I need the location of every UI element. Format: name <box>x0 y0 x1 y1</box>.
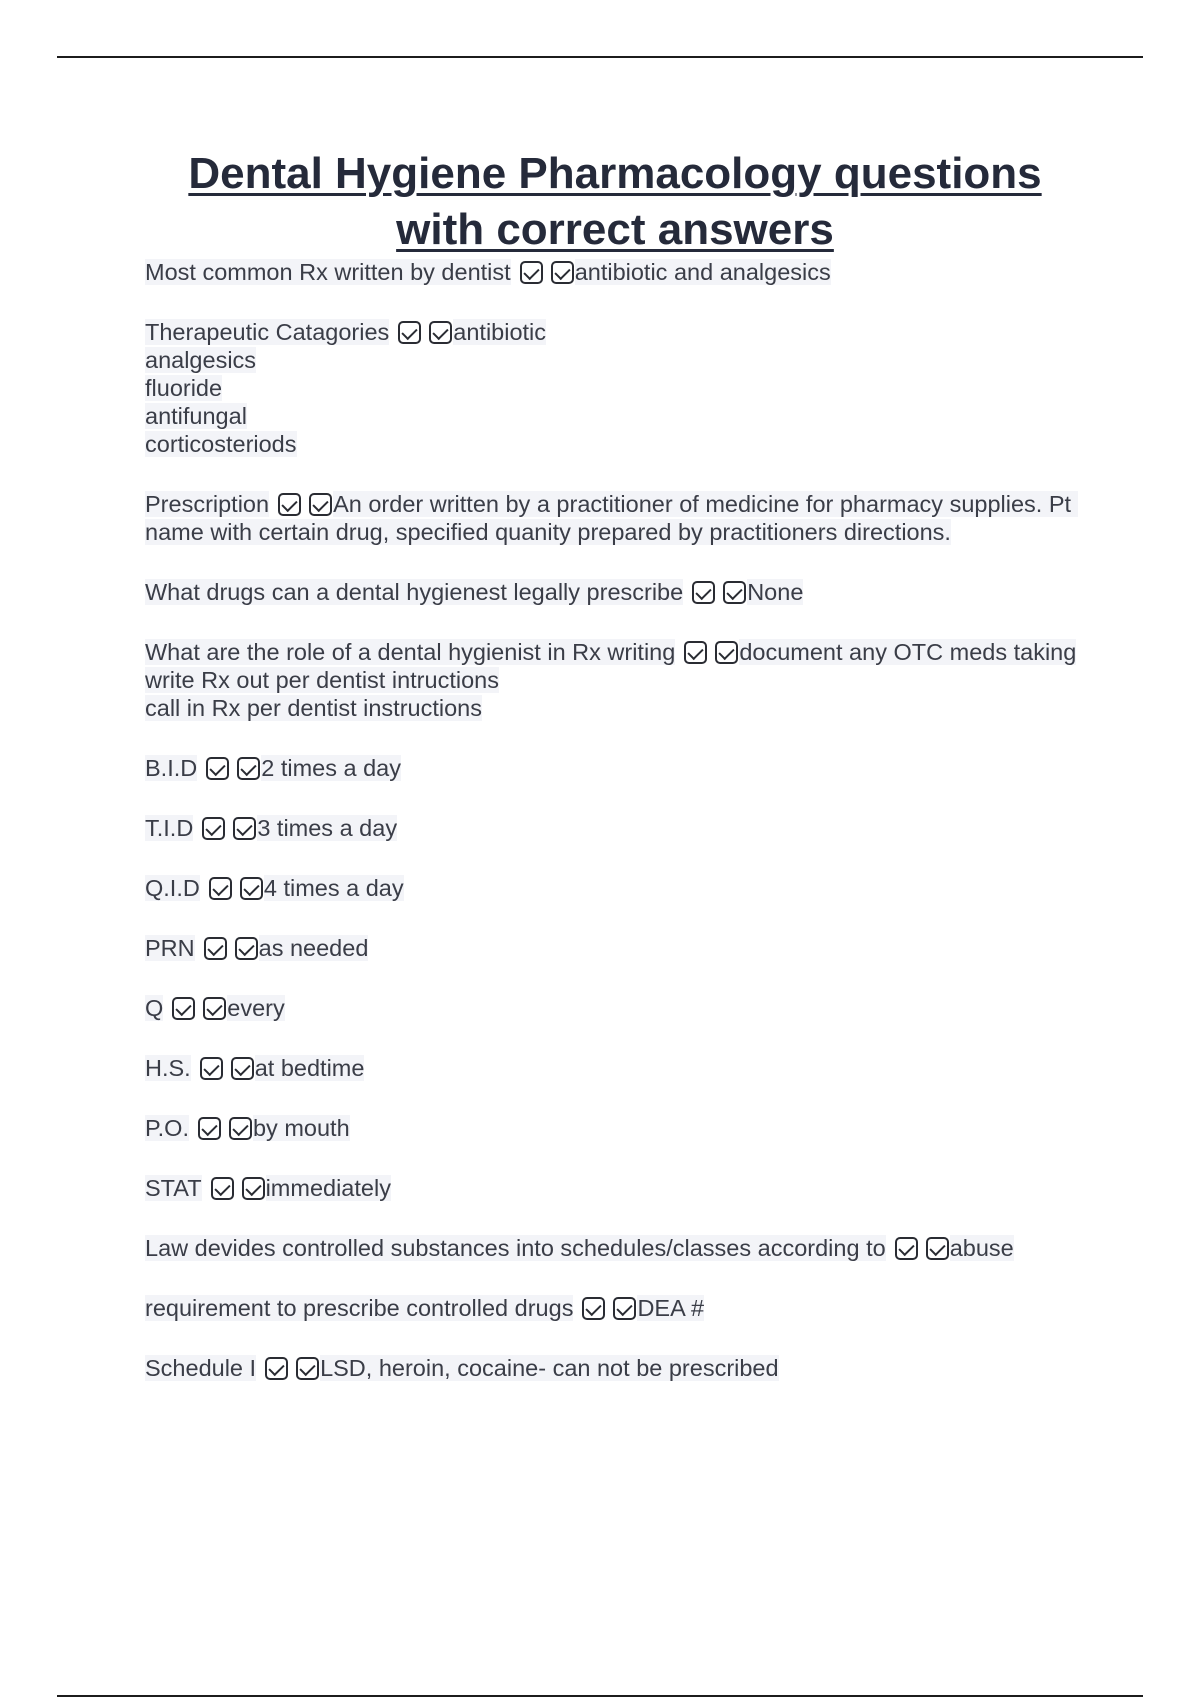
question-text: PRN <box>145 935 195 961</box>
checkbox-checked-icon <box>692 581 715 604</box>
answer-text: 2 times a day <box>261 755 401 781</box>
checkbox-checked-icon <box>206 757 229 780</box>
answer-text: abuse <box>949 1235 1014 1261</box>
qa-item <box>145 874 1095 902</box>
qa-item <box>145 1354 1095 1382</box>
checkbox-checked-icon <box>235 937 258 960</box>
checkbox-checked-icon <box>233 817 256 840</box>
answer-text: immediately <box>265 1175 391 1201</box>
checkbox-checked-icon <box>209 877 232 900</box>
qa-list <box>145 258 1095 1414</box>
checkbox-checked-icon <box>172 997 195 1020</box>
question-text: Q.I.D <box>145 875 200 901</box>
qa-item <box>145 258 1095 286</box>
checkbox-checked-icon <box>200 1057 223 1080</box>
qa-item <box>145 994 1095 1022</box>
checkbox-checked-icon <box>613 1297 636 1320</box>
answer-text: DEA # <box>637 1295 705 1321</box>
checkbox-checked-icon <box>715 641 738 664</box>
checkbox-checked-icon <box>520 261 543 284</box>
question-text: Prescription <box>145 491 270 517</box>
checkbox-checked-icon <box>429 321 452 344</box>
checkbox-checked-icon <box>684 641 707 664</box>
qa-item <box>145 934 1095 962</box>
checkbox-checked-icon <box>242 1177 265 1200</box>
question-text: Therapeutic Catagories <box>145 319 390 345</box>
qa-item <box>145 318 1095 458</box>
answer-text: antibiotic and analgesics <box>574 259 831 285</box>
qa-item <box>145 1294 1095 1322</box>
qa-item <box>145 1174 1095 1202</box>
document-title: Dental Hygiene Pharmacology questions with correct answers <box>188 149 1042 254</box>
qa-item <box>145 1054 1095 1082</box>
checkbox-checked-icon <box>231 1057 254 1080</box>
checkbox-checked-icon <box>202 817 225 840</box>
checkbox-checked-icon <box>204 937 227 960</box>
answer-text: document any OTC meds taking write Rx out per dentist intructions call in Rx per dentist instructions <box>145 639 1077 721</box>
answer-text: by mouth <box>252 1115 350 1141</box>
answer-text: as needed <box>258 935 369 961</box>
answer-text: LSD, heroin, cocaine- can not be prescribed <box>320 1355 779 1381</box>
answer-text: 3 times a day <box>257 815 398 841</box>
qa-item <box>145 1114 1095 1142</box>
question-text: P.O. <box>145 1115 189 1141</box>
answer-text: antibiotic analgesics fluoride antifungal corticosteriods <box>145 319 547 457</box>
checkbox-checked-icon <box>926 1237 949 1260</box>
answer-text: at bedtime <box>254 1055 365 1081</box>
qa-item <box>145 638 1095 722</box>
checkbox-checked-icon <box>723 581 746 604</box>
qa-item <box>145 754 1095 782</box>
question-text: B.I.D <box>145 755 198 781</box>
checkbox-checked-icon <box>198 1117 221 1140</box>
checkbox-checked-icon <box>309 493 332 516</box>
question-text: STAT <box>145 1175 202 1201</box>
checkbox-checked-icon <box>211 1177 234 1200</box>
question-text: Q <box>145 995 164 1021</box>
answer-text: None <box>747 579 804 605</box>
checkbox-checked-icon <box>551 261 574 284</box>
checkbox-checked-icon <box>582 1297 605 1320</box>
checkbox-checked-icon <box>229 1117 252 1140</box>
answer-text: every <box>227 995 285 1021</box>
question-text: What drugs can a dental hygienest legally prescribe <box>145 579 684 605</box>
checkbox-checked-icon <box>237 757 260 780</box>
checkbox-checked-icon <box>265 1357 288 1380</box>
question-text: Most common Rx written by dentist <box>145 259 511 285</box>
answer-text: An order written by a practitioner of medicine for pharmacy supplies. Pt name with certain drug, specified quanity prepared by practitioners directions. <box>145 491 1078 545</box>
question-text: T.I.D <box>145 815 194 841</box>
qa-item <box>145 814 1095 842</box>
answer-text: 4 times a day <box>263 875 404 901</box>
checkbox-checked-icon <box>278 493 301 516</box>
checkbox-checked-icon <box>895 1237 918 1260</box>
question-text: H.S. <box>145 1055 191 1081</box>
question-text: requirement to prescribe controlled drugs <box>145 1295 574 1321</box>
checkbox-checked-icon <box>296 1357 319 1380</box>
question-text: Law devides controlled substances into schedules/classes according to <box>145 1235 886 1261</box>
checkbox-checked-icon <box>203 997 226 1020</box>
checkbox-checked-icon <box>240 877 263 900</box>
qa-item <box>145 1234 1095 1262</box>
question-text: Schedule I <box>145 1355 257 1381</box>
header-rule <box>57 56 1143 58</box>
footer-rule <box>57 1695 1143 1697</box>
qa-item <box>145 578 1095 606</box>
checkbox-checked-icon <box>398 321 421 344</box>
question-text: What are the role of a dental hygienist in Rx writing <box>145 639 676 665</box>
qa-item <box>145 490 1095 546</box>
